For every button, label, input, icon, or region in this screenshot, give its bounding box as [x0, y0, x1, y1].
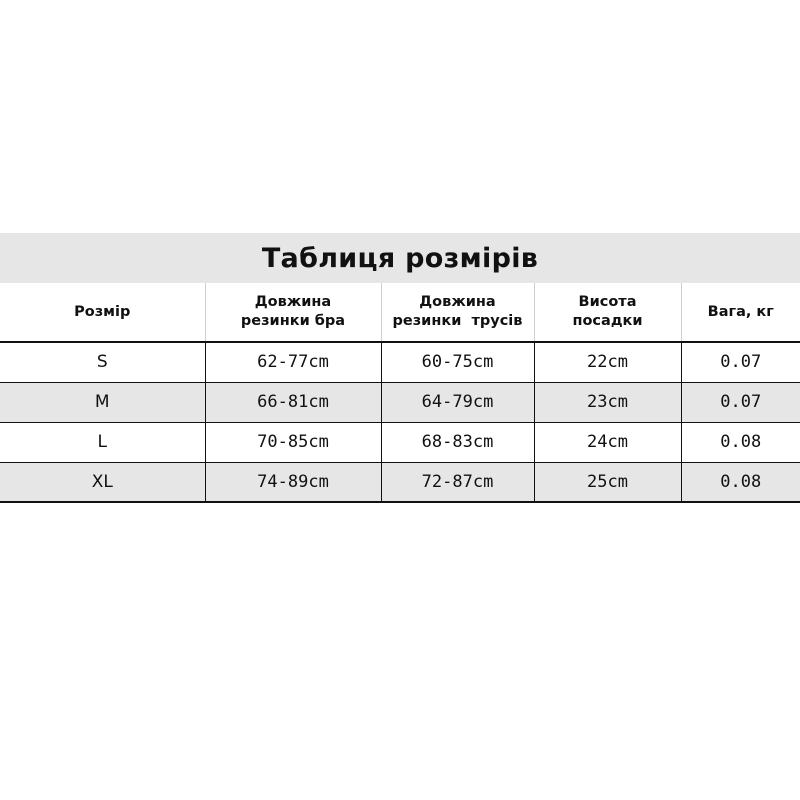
table-row — [0, 342, 800, 382]
table-row — [0, 422, 800, 462]
cell-weight: 0.07 — [681, 342, 800, 382]
header-panty-band — [381, 283, 534, 342]
header-row — [0, 283, 800, 342]
cell-size: M — [0, 382, 205, 422]
header-weight — [681, 283, 800, 342]
cell-bra-band: 66-81cm — [205, 382, 381, 422]
cell-size: S — [0, 342, 205, 382]
cell-weight: 0.08 — [681, 422, 800, 462]
cell-panty-band: 72-87cm — [381, 462, 534, 502]
header-weight-label: Вага, кг — [707, 303, 774, 320]
header-rise-line1: Висота — [578, 294, 637, 310]
header-bra-band-line1: Довжина — [254, 294, 332, 310]
cell-weight: 0.07 — [681, 382, 800, 422]
header-panty-band-line1: Довжина — [419, 294, 496, 310]
header-panty-band-line2: резинки трусів — [392, 313, 523, 329]
chart-title: Таблиця розмірів — [261, 242, 539, 274]
header-size — [0, 283, 205, 342]
cell-rise: 22cm — [534, 342, 681, 382]
cell-rise: 25cm — [534, 462, 681, 502]
title-bar — [0, 233, 800, 283]
header-size-label: Розмір — [74, 303, 131, 320]
cell-bra-band: 70-85cm — [205, 422, 381, 462]
cell-size: L — [0, 422, 205, 462]
cell-panty-band: 64-79cm — [381, 382, 534, 422]
cell-bra-band: 74-89cm — [205, 462, 381, 502]
header-rise — [534, 283, 681, 342]
header-rise-line2: посадки — [572, 313, 643, 329]
table-row — [0, 462, 800, 502]
cell-weight: 0.08 — [681, 462, 800, 502]
cell-panty-band: 68-83cm — [381, 422, 534, 462]
cell-size: XL — [0, 462, 205, 502]
size-table — [0, 283, 800, 503]
header-bra-band — [205, 283, 381, 342]
cell-panty-band: 60-75cm — [381, 342, 534, 382]
cell-rise: 24cm — [534, 422, 681, 462]
header-bra-band-line2: резинки бра — [240, 313, 346, 329]
cell-rise: 23cm — [534, 382, 681, 422]
size-chart — [0, 233, 800, 503]
cell-bra-band: 62-77cm — [205, 342, 381, 382]
table-row — [0, 382, 800, 422]
